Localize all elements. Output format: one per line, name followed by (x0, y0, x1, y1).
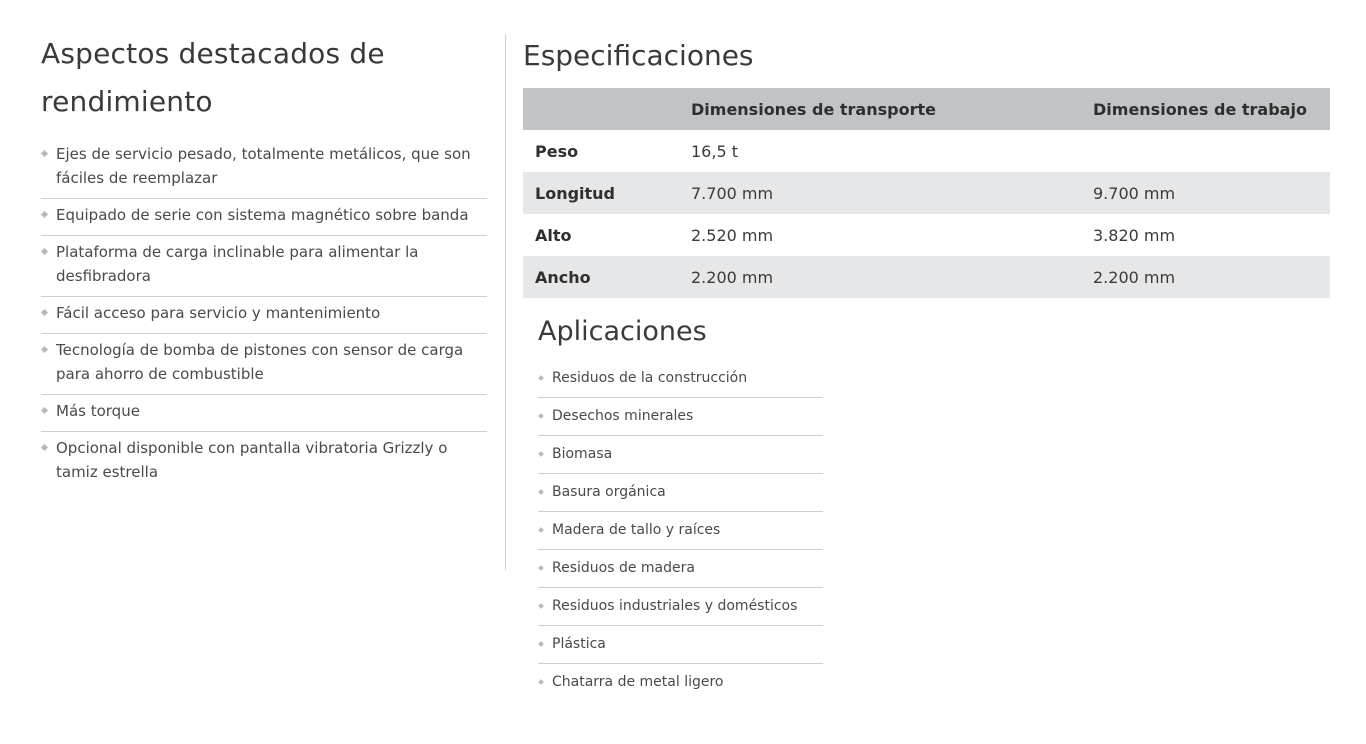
diamond-bullet-icon (41, 211, 48, 218)
diamond-bullet-icon (41, 444, 48, 451)
list-item-text: Opcional disponible con pantalla vibratoria Grizzly o tamiz estrella (56, 439, 448, 481)
table-header-working: Dimensiones de trabajo (1093, 99, 1307, 119)
highlights-section (41, 30, 487, 492)
highlights-title: Aspectos destacados de rendimiento (41, 37, 385, 118)
diamond-bullet-icon (41, 248, 48, 255)
list-item (538, 474, 823, 512)
list-item-text: Plástica (552, 636, 606, 652)
diamond-bullet-icon (41, 309, 48, 316)
list-item (538, 550, 823, 588)
list-item-text: Ejes de servicio pesado, totalmente metálicos, que son fáciles de reemplazar (56, 145, 471, 187)
specs-section (523, 36, 1330, 298)
applications-title: Aplicaciones (538, 316, 707, 347)
list-item-text: Tecnología de bomba de pistones con sensor de carga para ahorro de combustible (56, 341, 464, 383)
row-label: Alto (535, 225, 572, 245)
row-label: Peso (535, 141, 579, 161)
list-item (538, 436, 823, 474)
list-item-text: Plataforma de carga inclinable para alimentar la desfibradora (56, 243, 419, 285)
table-row (523, 256, 1330, 298)
diamond-bullet-icon (538, 603, 544, 609)
list-item-text: Desechos minerales (552, 408, 694, 424)
list-item-text: Fácil acceso para servicio y mantenimiento (56, 304, 381, 322)
list-item (41, 199, 487, 236)
diamond-bullet-icon (41, 407, 48, 414)
list-item (41, 395, 487, 432)
list-item (538, 360, 823, 398)
row-label: Ancho (535, 267, 591, 287)
list-item (538, 398, 823, 436)
list-item-text: Más torque (56, 402, 140, 420)
diamond-bullet-icon (41, 150, 48, 157)
list-item (538, 512, 823, 550)
table-header-transport: Dimensiones de transporte (691, 99, 936, 119)
list-item (41, 297, 487, 334)
row-label: Longitud (535, 183, 616, 203)
list-item-text: Basura orgánica (552, 484, 666, 500)
table-row (523, 172, 1330, 214)
list-item (41, 334, 487, 395)
list-item-text: Chatarra de metal ligero (552, 674, 724, 690)
highlights-list (41, 138, 487, 492)
diamond-bullet-icon (538, 413, 544, 419)
table-header-row (523, 88, 1330, 130)
table-header-empty (523, 88, 679, 130)
transport-value: 16,5 t (691, 141, 738, 161)
working-value: 2.200 mm (1093, 267, 1176, 287)
transport-value: 7.700 mm (691, 183, 774, 203)
list-item (41, 432, 487, 492)
transport-value: 2.200 mm (691, 267, 774, 287)
diamond-bullet-icon (538, 679, 544, 685)
list-item-text: Madera de tallo y raíces (552, 522, 721, 538)
list-item (538, 588, 823, 626)
list-item-text: Residuos industriales y domésticos (552, 598, 798, 614)
list-item (538, 664, 823, 702)
spec-table (523, 88, 1330, 298)
diamond-bullet-icon (41, 346, 48, 353)
diamond-bullet-icon (538, 489, 544, 495)
working-value (1081, 130, 1330, 172)
diamond-bullet-icon (538, 375, 544, 381)
transport-value: 2.520 mm (691, 225, 774, 245)
diamond-bullet-icon (538, 527, 544, 533)
table-row (523, 130, 1330, 172)
list-item-text: Residuos de la construcción (552, 370, 748, 386)
specs-title: Especificaciones (523, 39, 754, 72)
diamond-bullet-icon (538, 641, 544, 647)
working-value: 3.820 mm (1093, 225, 1176, 245)
list-item-text: Equipado de serie con sistema magnético sobre banda (56, 206, 469, 224)
table-row (523, 214, 1330, 256)
applications-list (538, 360, 823, 702)
applications-section (538, 312, 823, 702)
diamond-bullet-icon (538, 451, 544, 457)
list-item (41, 138, 487, 199)
list-item-text: Residuos de madera (552, 560, 695, 576)
list-item (41, 236, 487, 297)
column-divider (505, 34, 506, 570)
working-value: 9.700 mm (1093, 183, 1176, 203)
diamond-bullet-icon (538, 565, 544, 571)
list-item (538, 626, 823, 664)
list-item-text: Biomasa (552, 446, 613, 462)
